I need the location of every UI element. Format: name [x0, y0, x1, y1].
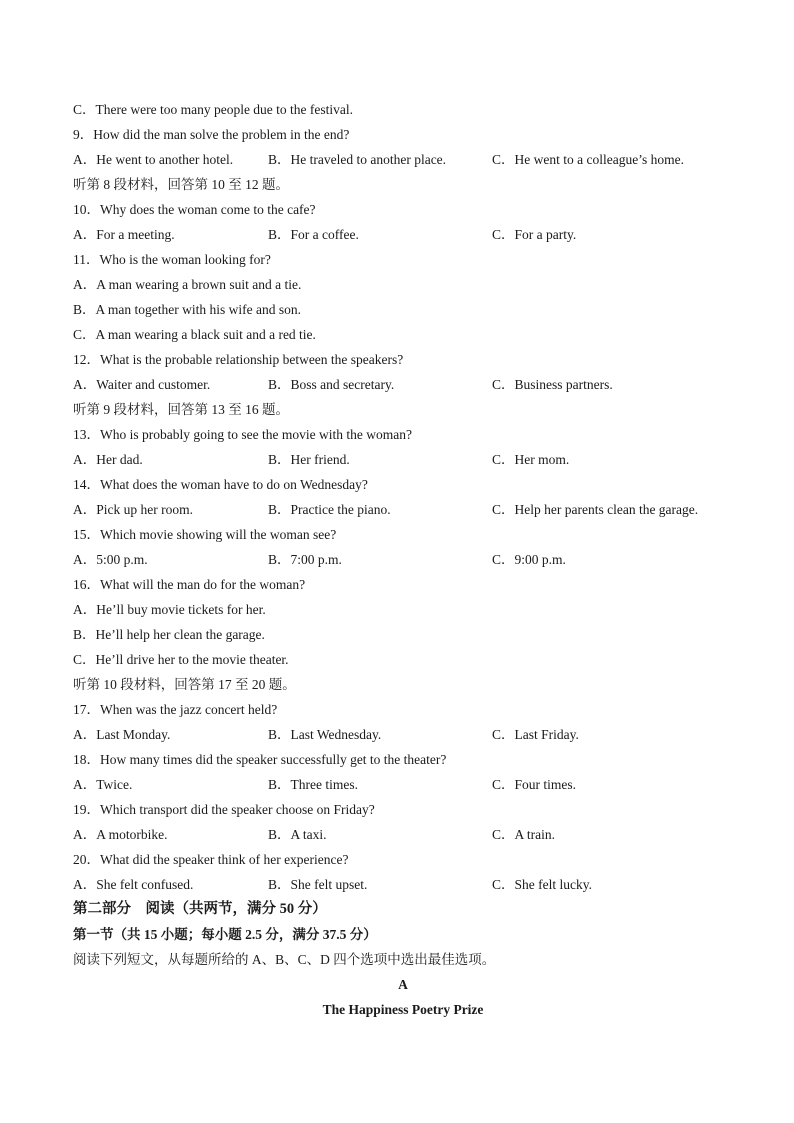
option-a: A．Waiter and customer. [73, 377, 211, 392]
option-a: A．She felt confused. [73, 877, 194, 892]
option-c: C．She felt lucky. [492, 877, 592, 892]
options-row [73, 497, 733, 522]
text-line: 16．What will the man do for the woman? [73, 577, 306, 592]
option-b: B．Boss and secretary. [268, 377, 395, 392]
option-b: B．He traveled to another place. [268, 152, 447, 167]
section-heading: 第二部分 阅读（共两节，满分 50 分） [73, 901, 327, 917]
options-row [73, 372, 733, 397]
option-b: B．She felt upset. [268, 877, 368, 892]
option-a: A．Twice. [73, 777, 133, 792]
text-line: 11．Who is the woman looking for? [73, 252, 271, 267]
text-line: 9．How did the man solve the problem in the end? [73, 127, 350, 142]
passage-title: A [398, 977, 408, 992]
subsection-heading: 第一节（共 15 小题；每小题 2.5 分，满分 37.5 分） [73, 927, 377, 942]
option-c: C．Last Friday. [492, 727, 579, 742]
options-row [73, 547, 733, 572]
option-a: A．A motorbike. [73, 827, 168, 842]
text-line: 13．Who is probably going to see the movie with the woman? [73, 427, 412, 442]
option-c: C．For a party. [492, 227, 577, 242]
options-row [73, 722, 733, 747]
text-line: 听第 10 段材料，回答第 17 至 20 题。 [73, 677, 296, 692]
option-b: B．Last Wednesday. [268, 727, 382, 742]
text-line: C．He’ll drive her to the movie theater. [73, 652, 289, 667]
option-c: C．Four times. [492, 777, 577, 792]
text-line: A．He’ll buy movie tickets for her. [73, 602, 266, 617]
option-c: C．Help her parents clean the garage. [492, 502, 699, 517]
options-row [73, 447, 733, 472]
text-line: 15．Which movie showing will the woman see? [73, 527, 337, 542]
passage-title: The Happiness Poetry Prize [322, 1002, 484, 1017]
option-c: C．A train. [492, 827, 555, 842]
text-line: 听第 8 段材料，回答第 10 至 12 题。 [73, 177, 289, 192]
text-line: A．A man wearing a brown suit and a tie. [73, 277, 302, 292]
option-c: C．Her mom. [492, 452, 570, 467]
document-page [73, 97, 733, 1022]
option-a: A．Her dad. [73, 452, 143, 467]
text-line: 18．How many times did the speaker successfully get to the theater? [73, 752, 447, 767]
text-line: C．A man wearing a black suit and a red tie. [73, 327, 316, 342]
text-line: 10．Why does the woman come to the cafe? [73, 202, 316, 217]
option-b: B．Her friend. [268, 452, 350, 467]
option-a: A．5:00 p.m. [73, 552, 148, 567]
option-b: B．For a coffee. [268, 227, 359, 242]
option-c: C．Business partners. [492, 377, 613, 392]
text-line: C．There were too many people due to the festival. [73, 102, 354, 117]
option-b: B．Practice the piano. [268, 502, 391, 517]
option-c: C．9:00 p.m. [492, 552, 566, 567]
options-row [73, 872, 733, 897]
text-line: 20．What did the speaker think of her experience? [73, 852, 349, 867]
text-line: 12．What is the probable relationship between the speakers? [73, 352, 404, 367]
option-b: B．7:00 p.m. [268, 552, 342, 567]
option-a: A．For a meeting. [73, 227, 175, 242]
option-a: A．Pick up her room. [73, 502, 193, 517]
option-a: A．He went to another hotel. [73, 152, 234, 167]
option-a: A．Last Monday. [73, 727, 171, 742]
options-row [73, 772, 733, 797]
text-line: 阅读下列短文，从每题所给的 A、B、C、D 四个选项中选出最佳选项。 [73, 952, 496, 967]
option-b: B．Three times. [268, 777, 358, 792]
options-row [73, 147, 733, 172]
options-row [73, 222, 733, 247]
text-line: 19．Which transport did the speaker choose on Friday? [73, 802, 375, 817]
option-b: B．A taxi. [268, 827, 327, 842]
option-c: C．He went to a colleague’s home. [492, 152, 684, 167]
text-line: B．He’ll help her clean the garage. [73, 627, 265, 642]
options-row [73, 822, 733, 847]
text-line: 14．What does the woman have to do on Wednesday? [73, 477, 368, 492]
text-line: 听第 9 段材料，回答第 13 至 16 题。 [73, 402, 289, 417]
text-line: B．A man together with his wife and son. [73, 302, 301, 317]
text-line: 17．When was the jazz concert held? [73, 702, 278, 717]
